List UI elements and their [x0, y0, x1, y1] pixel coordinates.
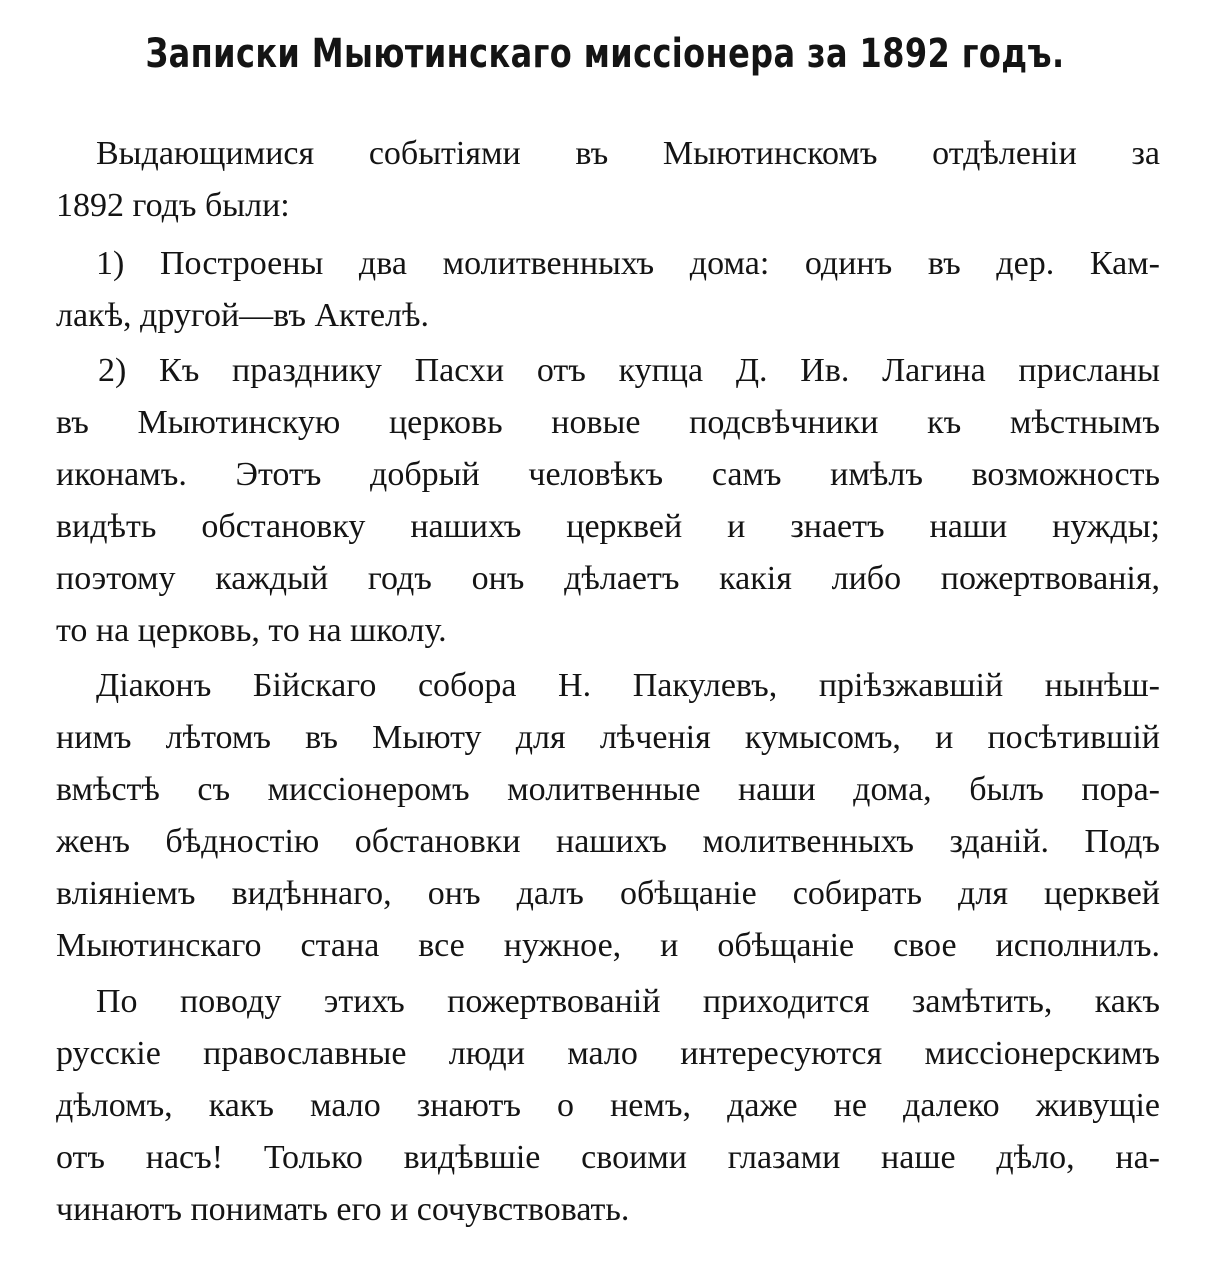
paragraph-line: женъ бѣдностію обстановки нашихъ молитвенныхъ зданій. Подъ — [56, 823, 1160, 860]
paragraph-line: 1892 годъ были: — [56, 187, 290, 224]
paragraph-line: дѣломъ, какъ мало знаютъ о немъ, даже не далеко живущіе — [56, 1087, 1160, 1124]
paragraph-line: 1) Построены два молитвенныхъ дома: одинъ въ дер. Кам- — [96, 245, 1160, 282]
paragraph-line: иконамъ. Этотъ добрый человѣкъ самъ имѣлъ возможность — [56, 456, 1160, 493]
paragraph-line: Выдающимися событіями въ Мыютинскомъ отдѣленіи за — [96, 135, 1160, 172]
paragraph-line: русскіе православные люди мало интересуются миссіонерскимъ — [56, 1035, 1160, 1072]
page-title: Записки Мыютинскаго миссіонера за 1892 годъ. — [145, 31, 1065, 77]
paragraph-line: въ Мыютинскую церковь новые подсвѣчники къ мѣстнымъ — [56, 404, 1160, 441]
paragraph-line: Діаконъ Бійскаго собора Н. Пакулевъ, пріѣзжавшій нынѣш- — [96, 667, 1160, 704]
paragraph-line: чинаютъ понимать его и сочувствовать. — [56, 1191, 630, 1228]
paragraph-line: видѣть обстановку нашихъ церквей и знаетъ наши нужды; — [56, 508, 1160, 545]
paragraph-line: Мыютинскаго стана все нужное, и обѣщаніе свое исполнилъ. — [56, 927, 1160, 964]
paragraph-line: поэтому каждый годъ онъ дѣлаетъ какія либо пожертвованія, — [56, 560, 1160, 597]
paragraph-line: то на церковь, то на школу. — [56, 612, 447, 649]
paragraph-line: вмѣстѣ съ миссіонеромъ молитвенные наши дома, былъ пора- — [56, 771, 1160, 808]
paragraph-line: отъ насъ! Только видѣвшіе своими глазами наше дѣло, на- — [56, 1139, 1160, 1176]
paragraph-line: По поводу этихъ пожертвованій приходится замѣтить, какъ — [96, 983, 1160, 1020]
paragraph-line: вліяніемъ видѣннаго, онъ далъ обѣщаніе собирать для церквей — [56, 875, 1160, 912]
paragraph-line: нимъ лѣтомъ въ Мыюту для лѣченія кумысомъ, и посѣтившій — [56, 719, 1160, 756]
paragraph-line: 2) Къ празднику Пасхи отъ купца Д. Ив. Лагина присланы — [98, 352, 1160, 389]
paragraph-line: лакѣ, другой—въ Актелѣ. — [56, 297, 429, 334]
